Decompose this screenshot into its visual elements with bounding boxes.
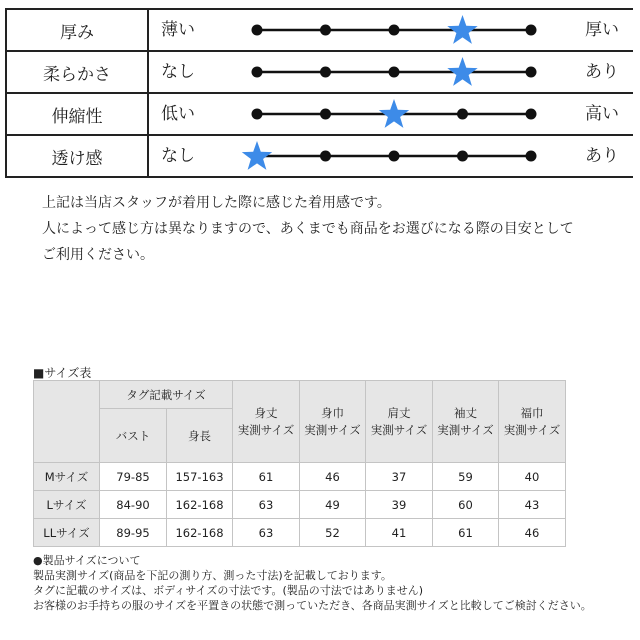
dot-icon	[526, 151, 537, 162]
tag-column-header: 身長	[167, 409, 233, 463]
scale-low-label: なし	[161, 62, 195, 82]
size-value: 49	[300, 491, 366, 519]
size-value: 157-163	[167, 463, 233, 491]
tag-column-header: バスト	[100, 409, 167, 463]
size-value: 63	[233, 519, 300, 547]
feel-row	[6, 51, 633, 93]
star-icon	[379, 99, 409, 128]
dot-icon	[526, 25, 537, 36]
size-value: 61	[233, 463, 300, 491]
measure-column-sub: 実測サイズ	[503, 422, 561, 437]
scale-low-label: 薄い	[161, 20, 195, 40]
size-corner-cell	[34, 381, 100, 463]
footnote-line: お客様のお手持ちの服のサイズを平置きの状態で測っていただき、各商品実測サイズと比較してご検討ください。	[33, 599, 592, 612]
size-value: 46	[300, 463, 366, 491]
dot-icon	[389, 25, 400, 36]
feel-row	[6, 135, 633, 177]
note-line: 上記は当店スタッフが着用した際に感じた着用感です。	[42, 195, 391, 211]
size-value: 59	[433, 463, 499, 491]
size-value: 60	[433, 491, 499, 519]
feel-row	[6, 93, 633, 135]
size-footnotes	[33, 553, 592, 613]
rating-scale	[149, 136, 629, 176]
size-value: 79-85	[100, 463, 167, 491]
size-value: 46	[499, 519, 566, 547]
measure-column-name: 身巾	[321, 405, 344, 420]
note-line: ご利用ください。	[42, 247, 154, 263]
footnote-line: タグに記載のサイズは、ボディサイズの寸法です。(製品の寸法ではありません)	[33, 584, 424, 597]
size-value: 61	[433, 519, 499, 547]
size-row	[34, 519, 566, 547]
measure-column-name: 袖丈	[454, 405, 477, 420]
feel-scale-cell	[148, 9, 633, 51]
dot-icon	[457, 151, 468, 162]
star-icon	[447, 57, 477, 86]
feel-attribute: 柔らかさ	[6, 51, 148, 93]
size-value: 43	[499, 491, 566, 519]
feel-scale-cell	[148, 93, 633, 135]
scale-high-label: あり	[585, 62, 619, 82]
scale-low-label: なし	[161, 146, 195, 166]
dot-icon	[252, 67, 263, 78]
dot-icon	[389, 151, 400, 162]
dot-icon	[526, 67, 537, 78]
size-row	[34, 491, 566, 519]
footnote-line: 製品実測サイズ(商品を下記の測り方、測った寸法)を記載しております。	[33, 569, 392, 582]
dot-icon	[526, 109, 537, 120]
star-icon	[447, 15, 477, 44]
measure-column-sub: 実測サイズ	[304, 422, 361, 437]
feel-attribute: 透け感	[6, 135, 148, 177]
size-label: Mサイズ	[34, 463, 100, 491]
measure-column-header	[300, 381, 366, 463]
size-label: LLサイズ	[34, 519, 100, 547]
size-value: 162-168	[167, 519, 233, 547]
dot-icon	[320, 67, 331, 78]
size-header-row	[34, 381, 566, 409]
size-value: 41	[366, 519, 433, 547]
size-table	[33, 380, 566, 547]
dot-icon	[320, 151, 331, 162]
star-icon	[242, 141, 272, 170]
feel-scale-cell	[148, 135, 633, 177]
scale-high-label: あり	[585, 146, 619, 166]
size-value: 39	[366, 491, 433, 519]
rating-scale	[149, 10, 629, 50]
size-value: 37	[366, 463, 433, 491]
measure-column-sub: 実測サイズ	[370, 422, 428, 437]
size-label: Lサイズ	[34, 491, 100, 519]
size-value: 63	[233, 491, 300, 519]
measure-column-sub: 実測サイズ	[237, 422, 295, 437]
dot-icon	[320, 109, 331, 120]
size-value: 52	[300, 519, 366, 547]
feel-attribute: 厚み	[6, 9, 148, 51]
size-table-title: ■サイズ表	[33, 366, 92, 380]
size-value: 84-90	[100, 491, 167, 519]
measure-column-sub: 実測サイズ	[437, 422, 494, 437]
measure-column-name: 肩丈	[387, 405, 411, 420]
footnote-heading: ●製品サイズについて	[33, 554, 141, 567]
wear-feel-table	[5, 8, 633, 178]
wear-feel-notes	[42, 190, 574, 268]
dot-icon	[457, 109, 468, 120]
size-value: 40	[499, 463, 566, 491]
feel-row	[6, 9, 633, 51]
note-line: 人によって感じ方は異なりますので、あくまでも商品をお選びになる際の目安として	[42, 221, 574, 237]
tag-size-group-header: タグ記載サイズ	[100, 381, 233, 409]
measure-column-name: 福巾	[520, 405, 544, 420]
dot-icon	[389, 67, 400, 78]
scale-low-label: 低い	[161, 104, 195, 124]
size-value: 89-95	[100, 519, 167, 547]
measure-column-name: 身丈	[254, 405, 278, 420]
measure-column-header	[433, 381, 499, 463]
measure-column-header	[499, 381, 566, 463]
measure-column-header	[366, 381, 433, 463]
scale-high-label: 高い	[585, 104, 619, 124]
size-row	[34, 463, 566, 491]
feel-attribute: 伸縮性	[6, 93, 148, 135]
rating-scale	[149, 52, 629, 92]
feel-scale-cell	[148, 51, 633, 93]
dot-icon	[252, 109, 263, 120]
dot-icon	[252, 25, 263, 36]
scale-high-label: 厚い	[585, 20, 619, 40]
dot-icon	[320, 25, 331, 36]
size-value: 162-168	[167, 491, 233, 519]
rating-scale	[149, 94, 629, 134]
measure-column-header	[233, 381, 300, 463]
